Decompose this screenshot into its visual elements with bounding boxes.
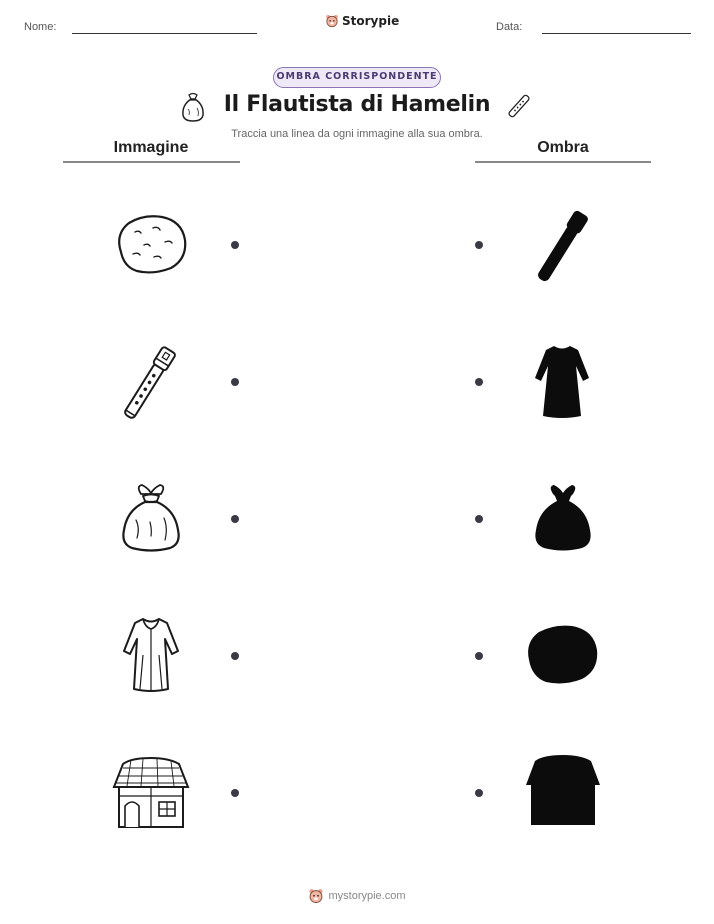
date-label: Data: (496, 21, 523, 33)
cottage-shadow-icon[interactable] (523, 752, 603, 828)
brand-name: Storypie (342, 14, 400, 28)
potato-shadow-icon[interactable] (524, 622, 600, 686)
name-line[interactable] (72, 33, 257, 34)
left-dot-2[interactable] (231, 378, 239, 386)
activity-badge: OMBRA CORRISPONDENTE (273, 67, 441, 88)
bear-logo-icon (308, 888, 324, 904)
footer (0, 888, 714, 904)
instructions: Traccia una linea da ogni immagine alla sua ombra. (231, 128, 483, 140)
column-header-right: Ombra (537, 139, 589, 156)
date-line[interactable] (542, 33, 691, 34)
name-label: Nome: (24, 21, 57, 33)
footer-url[interactable]: mystorypie.com (328, 890, 406, 902)
page-title: Il Flautista di Hamelin (223, 92, 491, 117)
left-dot-3[interactable] (231, 515, 239, 523)
brand-logo (325, 14, 399, 28)
column-underline-left (63, 161, 240, 163)
left-dot-4[interactable] (231, 652, 239, 660)
robe-icon[interactable] (121, 615, 181, 695)
recorder-flute-icon[interactable] (115, 343, 187, 419)
right-dot-3[interactable] (475, 515, 483, 523)
right-dot-1[interactable] (475, 241, 483, 249)
robe-shadow-icon[interactable] (532, 342, 592, 422)
sack-decor-icon (179, 91, 207, 123)
left-dot-5[interactable] (231, 789, 239, 797)
potato-icon[interactable] (113, 212, 189, 276)
sack-shadow-icon[interactable] (530, 482, 596, 554)
right-dot-4[interactable] (475, 652, 483, 660)
sack-icon[interactable] (118, 482, 184, 554)
recorder-flute-shadow-icon[interactable] (528, 206, 598, 284)
right-dot-2[interactable] (475, 378, 483, 386)
flute-decor-icon (504, 90, 534, 122)
column-underline-right (475, 161, 651, 163)
column-header-left: Immagine (113, 139, 189, 156)
right-dot-5[interactable] (475, 789, 483, 797)
cottage-icon[interactable] (111, 754, 191, 830)
bear-logo-icon (325, 14, 339, 28)
left-dot-1[interactable] (231, 241, 239, 249)
